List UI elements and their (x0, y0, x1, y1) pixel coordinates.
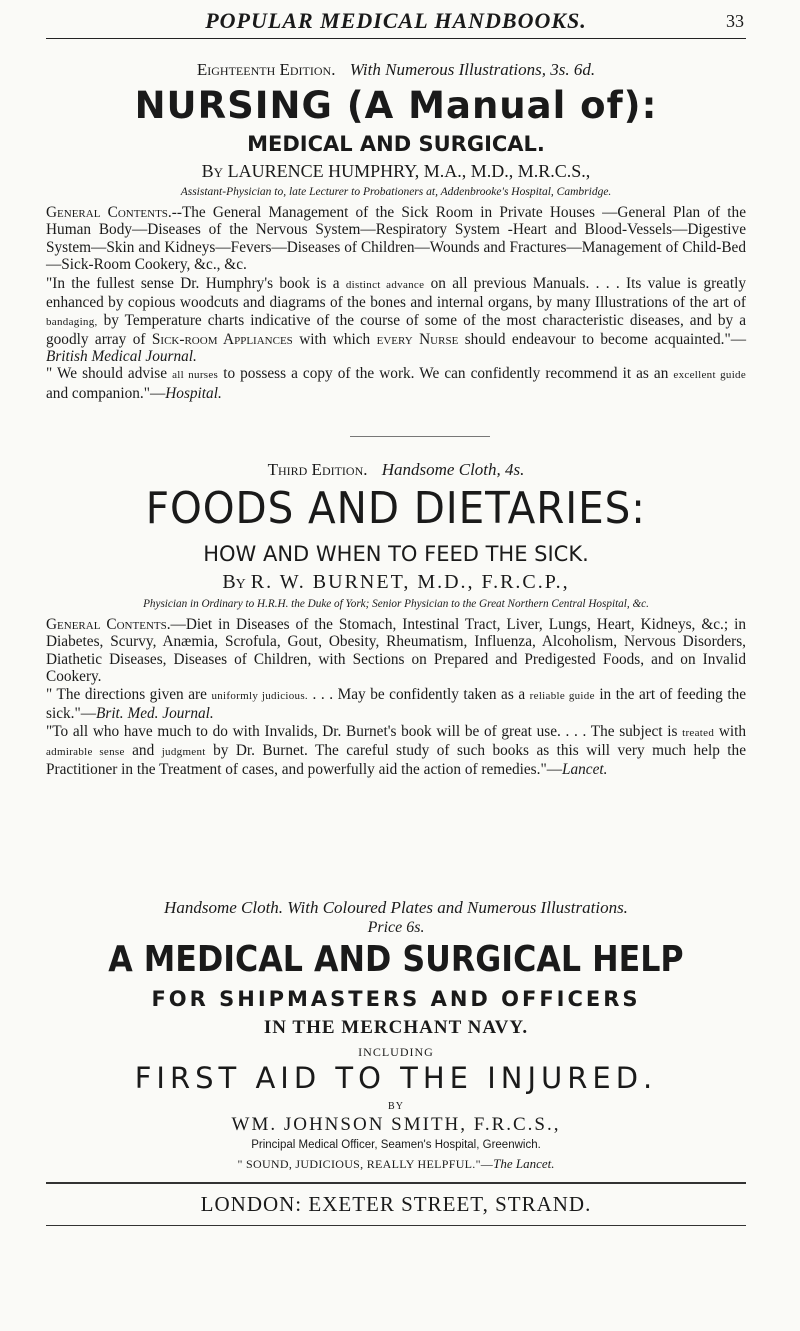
book3-line4: FIRST AID TO THE INJURED. (134, 1061, 658, 1095)
book2-position: Physician in Ordinary to H.R.H. the Duke of York; Senior Physician to the Great Northern Central Hospital, &c. (143, 598, 649, 610)
page-number: 33 (726, 11, 744, 31)
book3-line2: FOR SHIPMASTERS AND OFFICERS (151, 987, 641, 1011)
book2-contents (46, 616, 746, 685)
book2-author-line (46, 570, 746, 594)
book2-review2-emph2: admirable sense (46, 745, 125, 758)
book2-subtitle: HOW AND WHEN TO FEED THE SICK. (203, 542, 589, 566)
book2-edition-line (46, 460, 746, 480)
book1-reviews (46, 275, 746, 402)
book2-review1-emph2: reliable guide (529, 690, 595, 702)
book1-edition: Eighteenth Edition. (196, 60, 336, 79)
book2-contents-text: —Diet in Diseases of the Stomach, Intestinal Tract, Liver, Lungs, Heart, Kidneys, &c.; in Diabetes, Scurvy, Anæmia, Scrofula, Gout, Obesity, Rheumatism, Influenza, Alcoholism, Nervous Disorders, Diathetic Diseases, Diseases of Children, with Sections on Prepared and Predigested Foods, and on Invalid Cookery. (46, 616, 746, 685)
book2-review1-emph1: uniformly judicious. (211, 690, 308, 702)
book1-review1-emph3: Sick-room Appliances (151, 330, 293, 348)
book2-contents-label: General Contents. (46, 616, 171, 633)
footer-rule-top (46, 1182, 746, 1184)
book1-review2-emph2: excellent guide (673, 369, 747, 382)
book3-review (46, 1155, 746, 1173)
footer-publisher: LONDON: EXETER STREET, STRAND. (200, 1192, 592, 1216)
book1-title: NURSING (A Manual of): (134, 84, 658, 127)
book1-author-line (46, 160, 746, 182)
book3-review-source: The Lancet. (493, 1156, 555, 1171)
book2-review2-emph1: treated (682, 726, 715, 739)
book2-by: By (222, 571, 246, 593)
book1-review1-text2: on all previous Manuals. . . . Its value is greatly enhanced by copious woodcuts and diagrams of the bones and internal organs, by many Illustrations of the art of (46, 275, 746, 312)
book1-contents (46, 204, 746, 273)
book2-review2-text4: by Dr. Burnet. The careful study of such books as this will very much help the Practitioner in the Treatment of cases, and powerfully aid the action of remedies."— (46, 741, 746, 779)
book1-review1-emph1: distinct advance (345, 279, 425, 291)
book2-review2-source: Lancet. (562, 761, 608, 779)
book2-review2-emph3: judgment (161, 745, 206, 758)
section-divider (350, 436, 490, 437)
book3-line3: IN THE MERCHANT NAVY. (263, 1017, 529, 1038)
book1-author: LAURENCE HUMPHRY, M.A., M.D., M.R.C.S., (227, 161, 591, 181)
book1-review1-text5: should endeavour to become acquainted."— (464, 330, 746, 348)
book1-review1-text: "In the fullest sense Dr. Humphry's book is a (46, 275, 340, 292)
book2-reviews (46, 686, 746, 778)
book1-review1-emph2: bandaging, (46, 315, 98, 328)
book3-price: Price 6s. (367, 919, 425, 936)
book2-review2-text3: and (132, 741, 155, 759)
book2-review2-text: "To all who have much to do with Invalids, Dr. Burnet's book will be of great use. . . . The subject is (46, 722, 678, 740)
footer-rule-bottom (46, 1225, 746, 1226)
book1-position: Assistant-Physician to, late Lecturer to Probationers at, Addenbrooke's Hospital, Cambridge. (180, 186, 612, 198)
book2-review1-text: " The directions given are (46, 686, 207, 703)
book1-review1-emph4: every Nurse (376, 330, 459, 348)
book3-title (46, 938, 746, 982)
running-header (46, 4, 746, 39)
book3-review-text: " SOUND, JUDICIOUS, REALLY HELPFUL."— (237, 1157, 494, 1171)
book1-review1-text4: with which (299, 330, 371, 348)
book1-review2-emph1: all nurses (172, 369, 219, 382)
book3-by: BY (388, 1101, 404, 1112)
book1-review2-text: " We should advise (46, 365, 167, 383)
book2-review1-text3: in the art of feeding the sick."— (46, 686, 747, 723)
book1-contents-label: General Contents. (46, 204, 172, 221)
book2-review2-text2: with (718, 722, 747, 740)
book2-edition: Third Edition. (267, 460, 368, 479)
book3-title-text: A MEDICAL AND SURGICAL HELP (108, 939, 684, 980)
running-title: POPULAR MEDICAL HANDBOOKS. (205, 8, 587, 33)
book3-edition-note: Handsome Cloth. With Coloured Plates and Numerous Illustrations. (164, 898, 628, 917)
book2-author: R. W. BURNET, M.D., F.R.C.P., (250, 571, 570, 593)
book2-title-text: FOODS AND DIETARIES: (145, 483, 647, 534)
book2-review1-source: Brit. Med. Journal. (96, 705, 214, 723)
book3-position: Principal Medical Officer, Seamen's Hospital, Greenwich. (251, 1139, 541, 1151)
book1-edition-note: With Numerous Illustrations, 3s. 6d. (349, 60, 596, 79)
book3-author: WM. JOHNSON SMITH, F.R.C.S., (231, 1114, 561, 1135)
book2-edition-note: Handsome Cloth, 4s. (381, 460, 525, 479)
book3-including: INCLUDING (358, 1045, 434, 1059)
book1-edition-line (46, 60, 746, 80)
book1-contents-text: --The General Management of the Sick Room in Private Houses —General Plan of the Human Body—Diseases of the Nervous System—Respiratory System -Heart and Blood-Vessels—Digestive System—Skin and Kidneys—Fevers—Diseases of Children—Wounds and Fractures—Management of Child-Bed—Sick-Room Cookery, &c., &c. (46, 204, 746, 273)
book1-review2-text2: to possess a copy of the work. We can confidently recommend it as an (223, 365, 669, 383)
book1-subtitle: MEDICAL AND SURGICAL. (247, 132, 545, 156)
book1-review2-source: Hospital. (165, 384, 222, 402)
book1-review2-text3: and companion."— (46, 384, 166, 402)
book2-review1-text2: . . . May be confidently taken as a (312, 686, 526, 703)
book1-review1-text3: by Temperature charts indicative of the course of some of the most characteristic diseases, and by a goodly array of (46, 311, 747, 348)
book1-review1-source: British Medical Journal. (46, 348, 197, 366)
book1-by: By (201, 161, 224, 181)
book2-title (46, 482, 746, 536)
